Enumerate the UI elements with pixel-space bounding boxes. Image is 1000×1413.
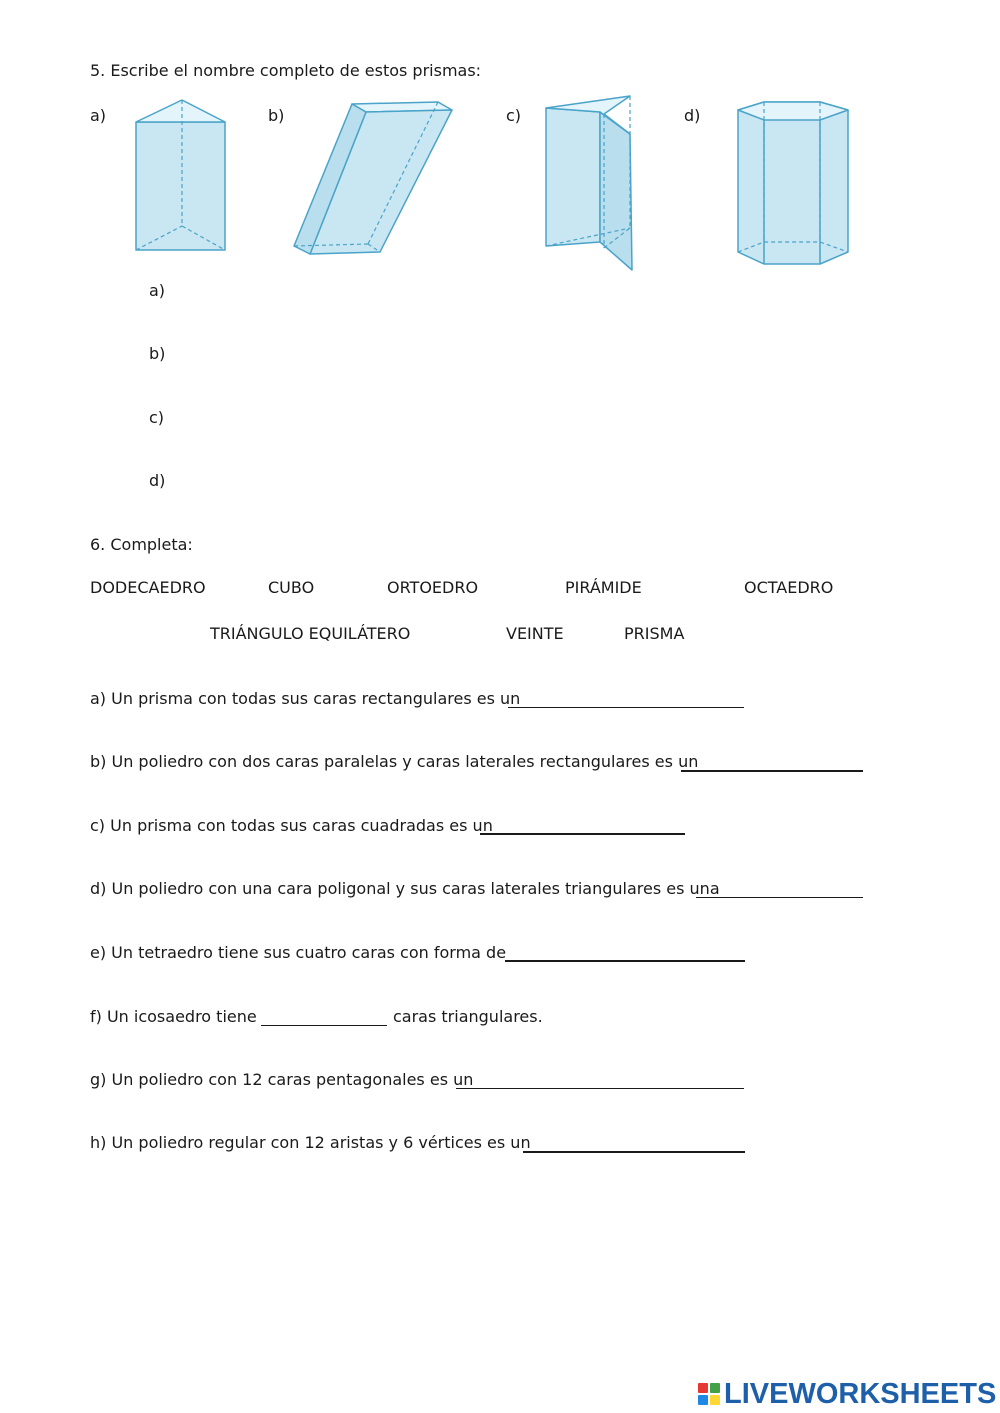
answer-label-c: c): [149, 408, 165, 427]
word-bank-ortoedro: ORTOEDRO: [387, 578, 479, 597]
sentence-a: a) Un prisma con todas sus caras rectangulares es un: [90, 689, 521, 708]
triangular-prism-figure: [130, 94, 232, 256]
sentence-e: e) Un tetraedro tiene sus cuatro caras con forma de: [90, 943, 507, 962]
sentence-f-end: caras triangulares.: [393, 1007, 543, 1026]
irregular-prism-figure: [540, 92, 640, 274]
figure-label-d: d): [684, 106, 701, 125]
word-bank-veinte: VEINTE: [506, 624, 564, 643]
liveworksheets-mark-icon: [698, 1383, 720, 1405]
liveworksheets-logo: [698, 1379, 996, 1409]
word-bank-prisma: PRISMA: [624, 624, 685, 643]
answer-blank-e[interactable]: [505, 960, 745, 962]
sentence-d: d) Un poliedro con una cara poligonal y sus caras laterales triangulares es una: [90, 879, 720, 898]
section-5-title: 5. Escribe el nombre completo de estos prismas:: [90, 61, 482, 80]
word-bank-octaedro: OCTAEDRO: [744, 578, 834, 597]
figure-label-b: b): [268, 106, 285, 125]
hexagonal-prism-figure: [734, 96, 854, 268]
answer-label-a: a): [149, 281, 166, 300]
word-bank-triangulo-equilatero: TRIÁNGULO EQUILÁTERO: [210, 624, 411, 643]
answer-blank-a[interactable]: [508, 707, 744, 708]
answer-blank-h[interactable]: [523, 1151, 745, 1153]
sentence-b: b) Un poliedro con dos caras paralelas y caras laterales rectangulares es un: [90, 752, 699, 771]
mark-square-3: [698, 1395, 708, 1405]
sentence-g: g) Un poliedro con 12 caras pentagonales es un: [90, 1070, 474, 1089]
figure-label-c: c): [506, 106, 522, 125]
word-bank-piramide: PIRÁMIDE: [565, 578, 642, 597]
oblique-prism-figure: [288, 96, 468, 258]
mark-square-4: [710, 1395, 720, 1405]
answer-blank-g[interactable]: [456, 1088, 744, 1089]
mark-square-1: [698, 1383, 708, 1393]
word-bank-cubo: CUBO: [268, 578, 315, 597]
word-bank-dodecaedro: DODECAEDRO: [90, 578, 206, 597]
answer-blank-c[interactable]: [480, 833, 685, 835]
sentence-h: h) Un poliedro regular con 12 aristas y 6 vértices es un: [90, 1133, 531, 1152]
answer-blank-f[interactable]: [261, 1025, 387, 1026]
section-6-title: 6. Completa:: [90, 535, 193, 554]
figure-label-a: a): [90, 106, 107, 125]
answer-blank-d[interactable]: [696, 897, 863, 898]
sentence-c: c) Un prisma con todas sus caras cuadradas es un: [90, 816, 493, 835]
liveworksheets-brand-text: LIVEWORKSHEETS: [724, 1377, 997, 1410]
mark-square-2: [710, 1383, 720, 1393]
answer-label-d: d): [149, 471, 166, 490]
answer-blank-b[interactable]: [681, 770, 863, 772]
sentence-f-start: f) Un icosaedro tiene: [90, 1007, 257, 1026]
answer-label-b: b): [149, 344, 166, 363]
